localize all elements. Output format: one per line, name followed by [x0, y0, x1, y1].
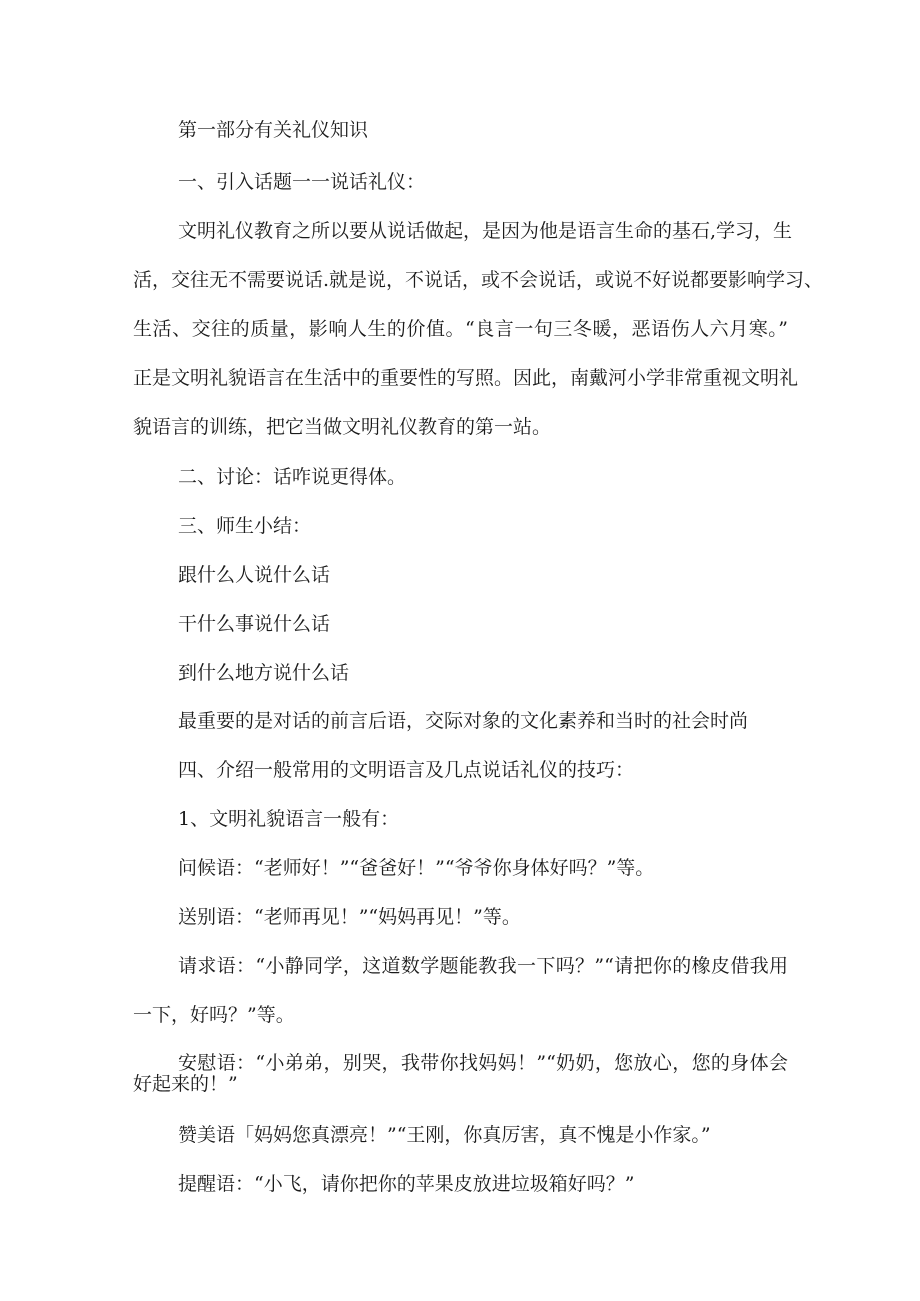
- paragraph-line: 貌语言的训练，把它当做文明礼仪教育的第一站。: [133, 416, 552, 438]
- section-title-4: 四、介绍一般常用的文明语言及几点说话礼仪的技巧：: [178, 759, 635, 781]
- paragraph-line: 文明礼仪教育之所以要从说话做起，是因为他是语言生命的基石,学习，生: [178, 220, 793, 242]
- summary-item: 最重要的是对话的前言后语，交际对象的文化素养和当时的社会时尚: [178, 710, 749, 732]
- comfort-example-cont: 好起来的！”: [133, 1073, 238, 1095]
- section-title-1: 一、引入话题一一说话礼仪：: [178, 171, 426, 193]
- praise-example: 赞美语「妈妈您真漂亮！”“王刚，你真厉害，真不愧是小作家。”: [178, 1124, 711, 1146]
- greeting-example: 问候语：“老师好！”“爸爸好！”“爷爷你身体好吗？”等。: [178, 857, 655, 879]
- summary-item: 跟什么人说什么话: [178, 564, 331, 586]
- paragraph-line: 正是文明礼貌语言在生活中的重要性的写照。因此，南戴河小学非常重视文明礼: [133, 367, 799, 389]
- section-title-3: 三、师生小结：: [178, 515, 312, 537]
- summary-item: 干什么事说什么话: [178, 613, 331, 635]
- request-example: 请求语：“小静同学，这道数学题能教我一下吗？”“请把你的橡皮借我用: [178, 955, 788, 977]
- section-title-2: 二、讨论：话咋说更得体。: [178, 466, 407, 488]
- reminder-example: 提醒语：“小飞，请你把你的苹果皮放进垃圾箱好吗？”: [178, 1173, 635, 1195]
- summary-item: 到什么地方说什么话: [178, 662, 350, 684]
- paragraph-line: 生活、交往的质量，影响人生的价值。“良言一句三冬暖，恶语伤人六月寒。”: [133, 318, 788, 340]
- paragraph-line: 活，交往无不需要说话.就是说，不说话，或不会说话，或说不好说都要影响学习、: [133, 269, 824, 291]
- document-heading: 第一部分有关礼仪知识: [178, 119, 369, 141]
- farewell-example: 送别语：“老师再见！”“妈妈再见！”等。: [178, 906, 521, 928]
- comfort-example: 安慰语：“小弟弟，别哭，我带你找妈妈！”“奶奶，您放心，您的身体会: [178, 1052, 788, 1074]
- subsection-title: 1、文明礼貌语言一般有：: [178, 808, 400, 830]
- request-example-cont: 一下，好吗？”等。: [133, 1004, 295, 1026]
